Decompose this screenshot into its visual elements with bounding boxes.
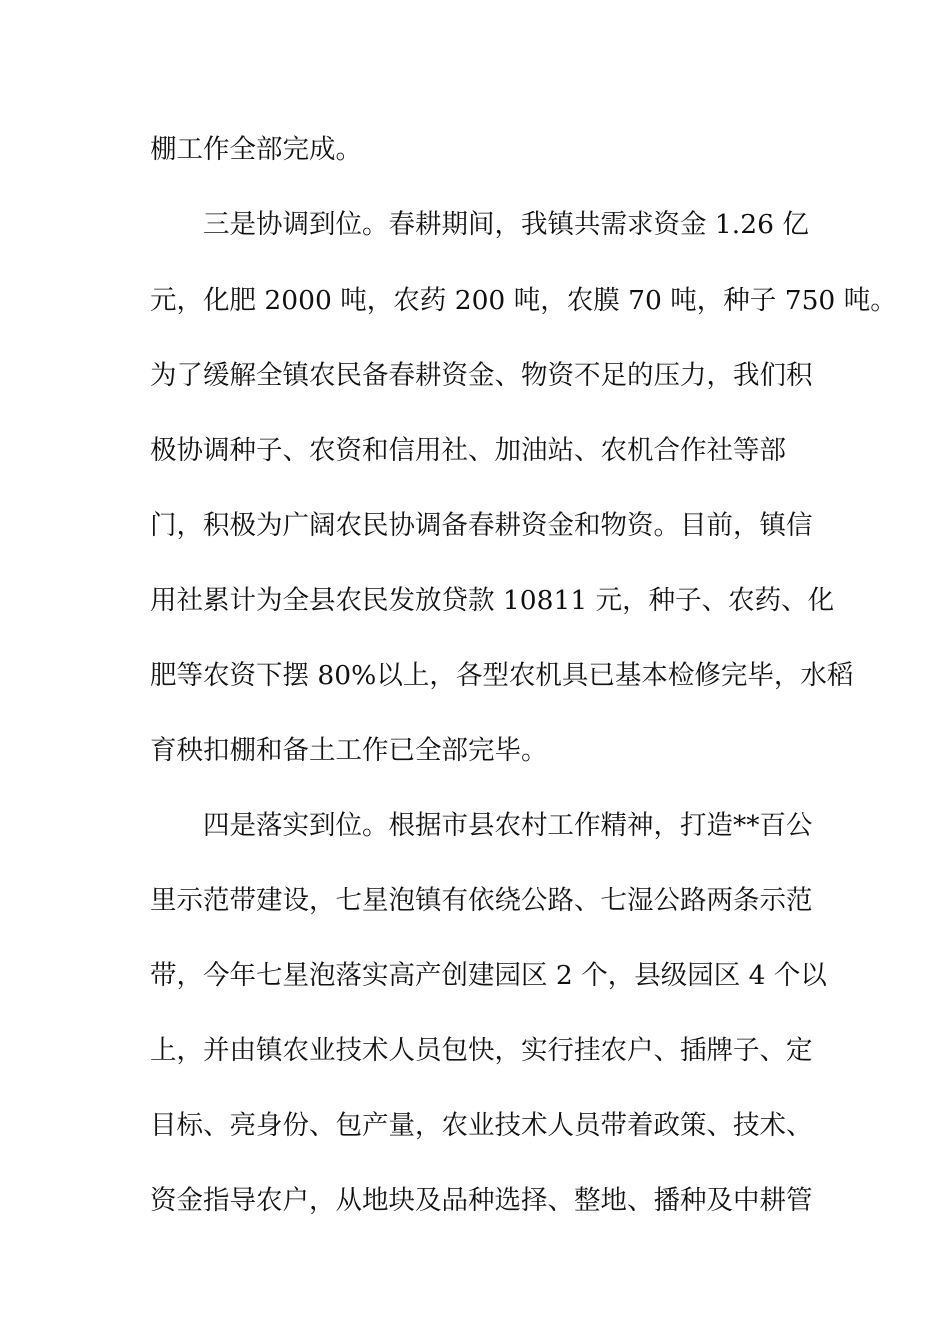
text-line: 带，今年七星泡落实高产创建园区 2 个，县级园区 4 个以 (150, 960, 827, 991)
text-line: 育秧扣棚和备土工作已全部完毕。 (150, 735, 548, 766)
text-line: 目标、亮身份、包产量，农业技术人员带着政策、技术、 (150, 1110, 813, 1141)
paragraph-start-line: 三是协调到位。春耕期间，我镇共需求资金 1.26 亿 (203, 209, 809, 240)
text-line: 上，并由镇农业技术人员包快，实行挂农户、插牌子、定 (150, 1035, 813, 1066)
text-line: 极协调种子、农资和信用社、加油站、农机合作社等部 (150, 435, 786, 466)
text-line: 里示范带建设，七星泡镇有依绕公路、七湿公路两条示范 (150, 885, 813, 916)
paragraph-start-line: 四是落实到位。根据市县农村工作精神，打造**百公 (203, 810, 813, 841)
text-line: 用社累计为全县农民发放贷款 10811 元，种子、农药、化 (150, 585, 835, 616)
text-line: 元，化肥 2000 吨，农药 200 吨，农膜 70 吨，种子 750 吨。 (150, 285, 897, 316)
text-line: 棚工作全部完成。 (150, 134, 362, 165)
text-line: 门，积极为广阔农民协调备春耕资金和物资。目前，镇信 (150, 510, 813, 541)
text-line: 为了缓解全镇农民备春耕资金、物资不足的压力，我们积 (150, 360, 813, 391)
text-line: 肥等农资下摆 80%以上，各型农机具已基本检修完毕，水稻 (150, 660, 854, 691)
text-line: 资金指导农户，从地块及品种选择、整地、播种及中耕管 (150, 1185, 813, 1216)
